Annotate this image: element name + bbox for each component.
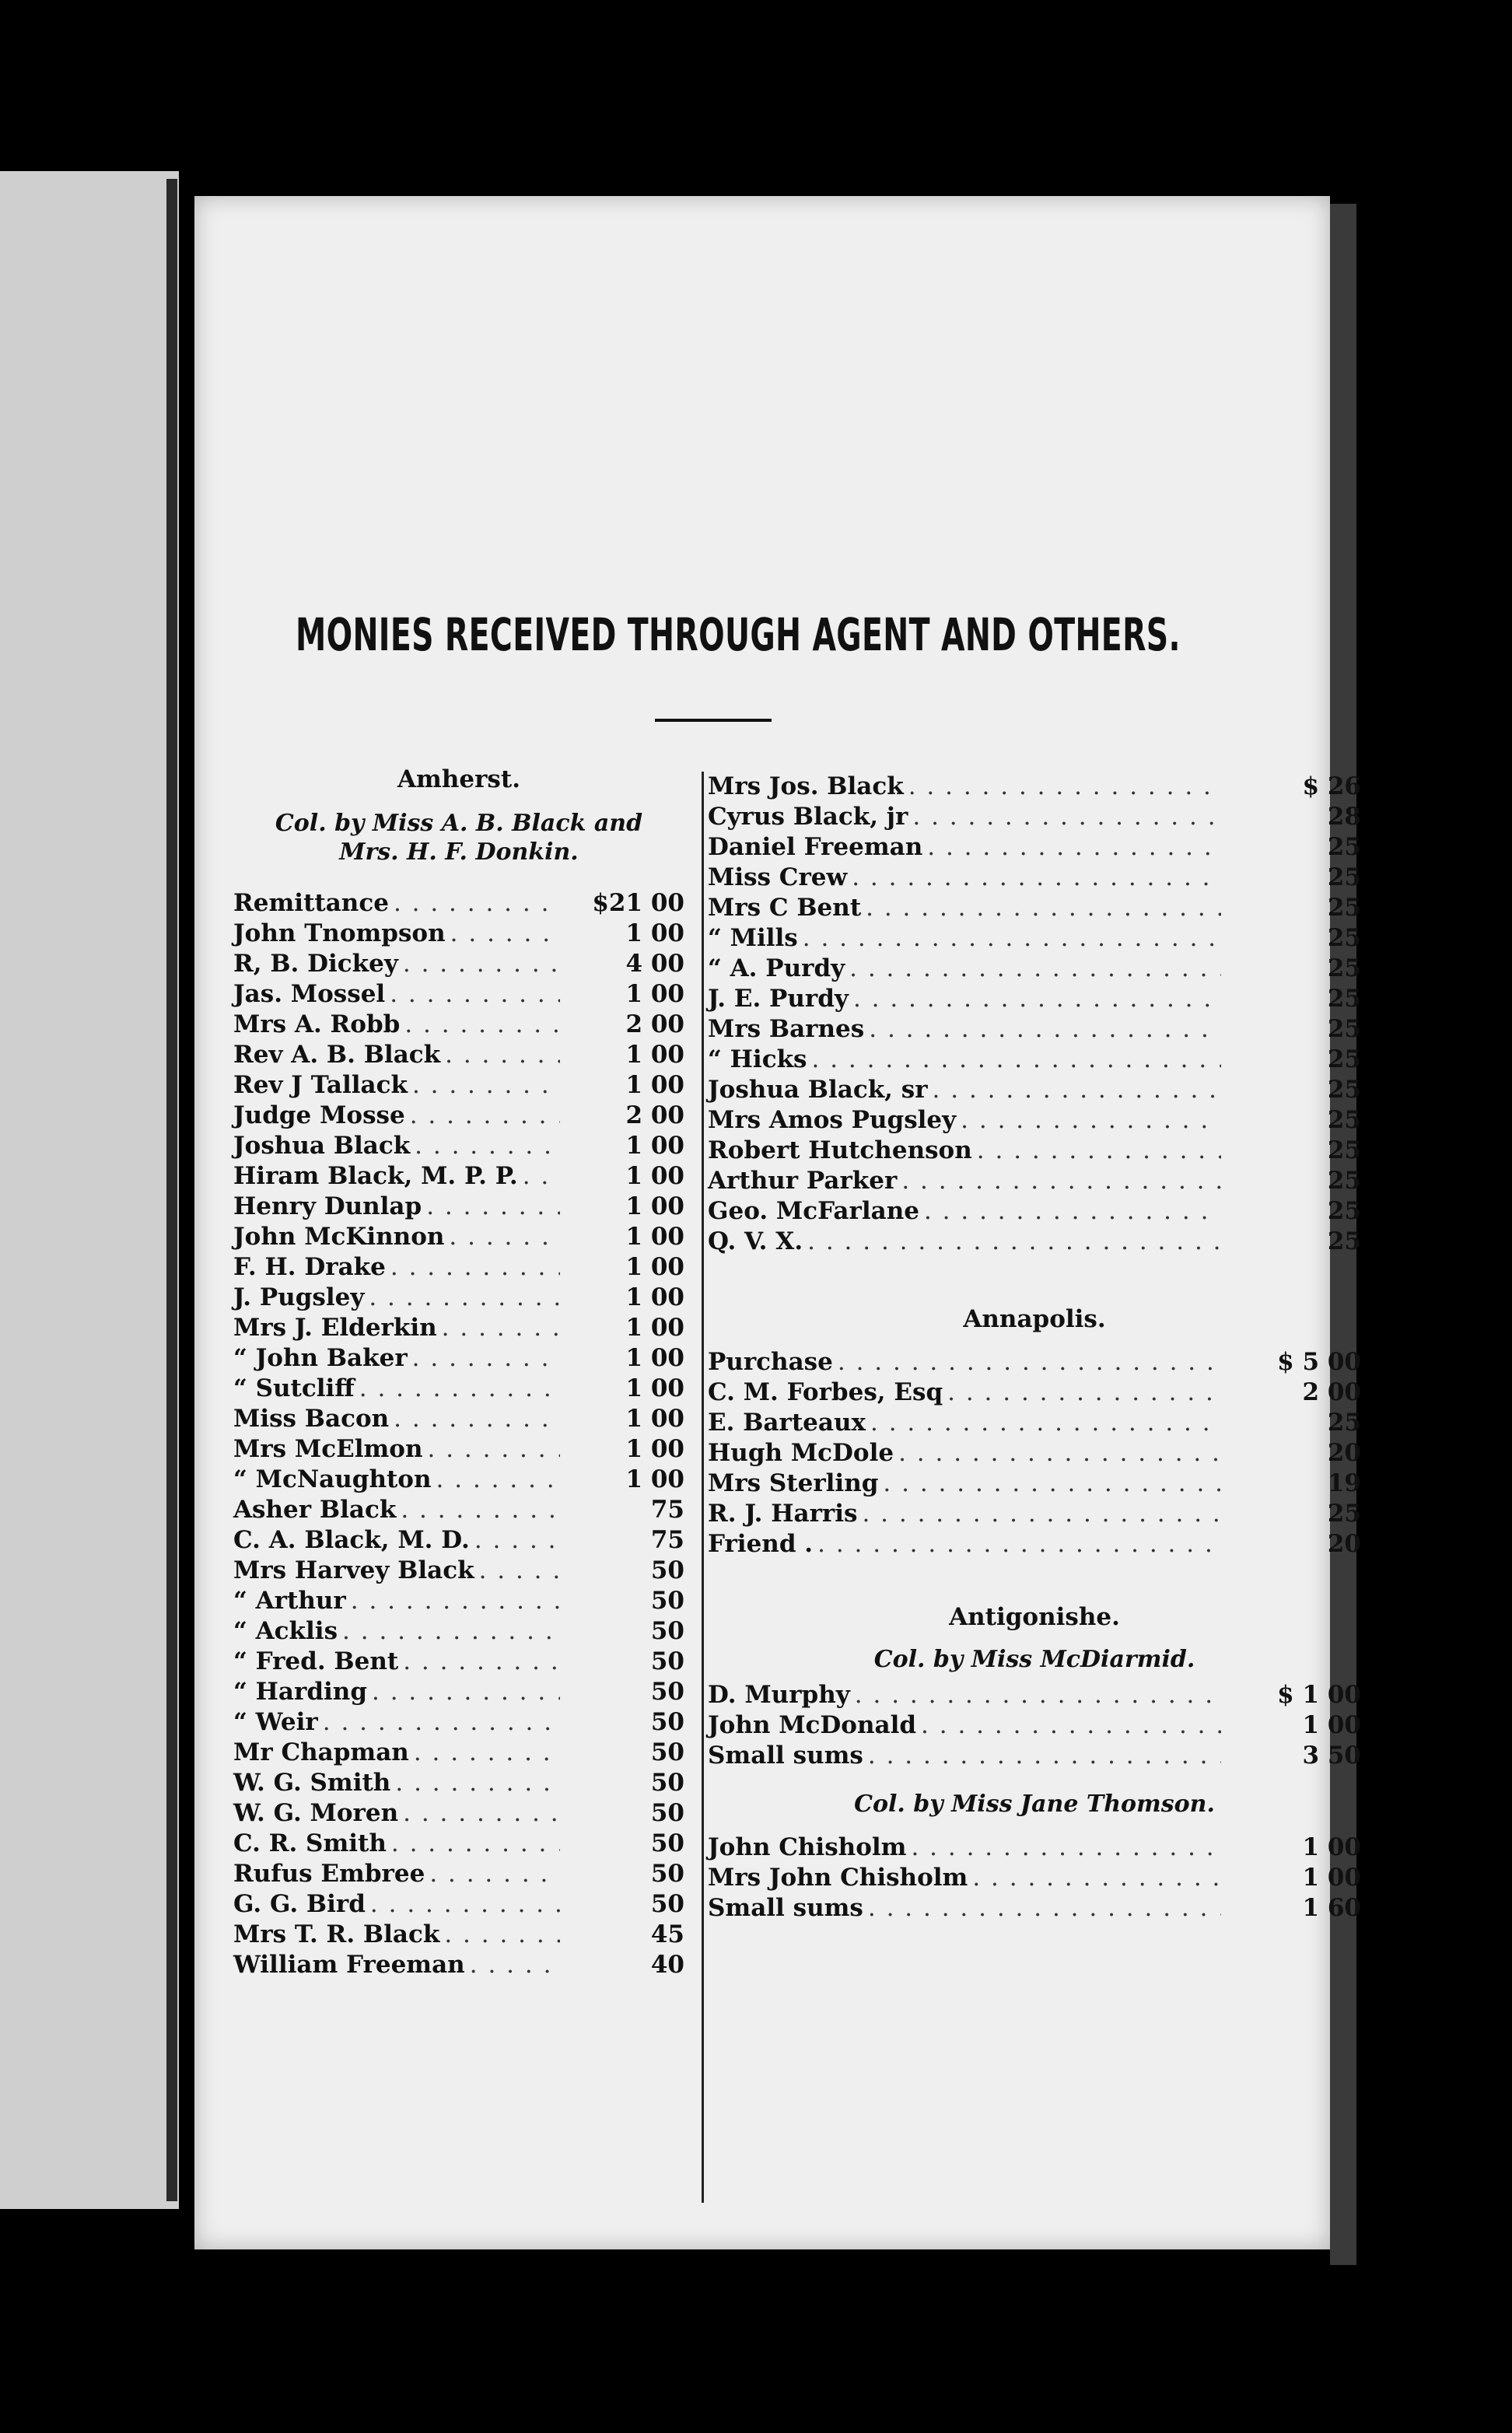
leader-dots bbox=[863, 1893, 1221, 1924]
list-item bbox=[233, 1161, 684, 1192]
leader-dots bbox=[385, 979, 560, 1010]
leader-dots bbox=[408, 1070, 560, 1101]
list-item bbox=[708, 863, 1361, 893]
leader-dots bbox=[446, 919, 560, 949]
donation-amount: 25 bbox=[1327, 1167, 1361, 1195]
donor-name: “ John Baker bbox=[233, 1344, 408, 1372]
collector-line: Mrs. H. F. Donkin. bbox=[339, 838, 579, 866]
donor-name: Mrs Barnes bbox=[708, 1015, 865, 1043]
donor-name: Mrs McElmon bbox=[233, 1435, 423, 1463]
list-item bbox=[233, 919, 684, 949]
leader-dots bbox=[904, 772, 1221, 802]
list-item bbox=[708, 802, 1361, 832]
leader-dots bbox=[425, 1859, 560, 1889]
collector-line: Col. by Miss Jane Thomson. bbox=[854, 1791, 1215, 1818]
donor-name: Arthur Parker bbox=[708, 1167, 898, 1195]
donation-amount: 50 bbox=[650, 1799, 684, 1827]
donation-amount: 50 bbox=[650, 1829, 684, 1857]
leader-dots bbox=[398, 949, 560, 979]
right-column bbox=[708, 772, 1361, 1924]
donor-name: Joshua Black, sr bbox=[708, 1076, 928, 1104]
leader-dots bbox=[389, 1404, 560, 1434]
leader-dots bbox=[922, 832, 1221, 863]
donor-name: John Chisholm bbox=[708, 1833, 907, 1861]
donation-amount: 50 bbox=[650, 1617, 684, 1645]
leader-dots bbox=[897, 1166, 1221, 1196]
donation-amount: 1 00 bbox=[1302, 1833, 1361, 1861]
donation-amount: 1 00 bbox=[625, 1041, 684, 1069]
leader-dots bbox=[972, 1136, 1221, 1166]
donor-name: “ A. Purdy bbox=[708, 954, 845, 982]
list-item bbox=[233, 1525, 684, 1556]
leader-dots bbox=[338, 1616, 560, 1647]
collector-line: Col. by Miss McDiarmid. bbox=[873, 1646, 1195, 1673]
donation-amount: 1 00 bbox=[625, 1344, 684, 1372]
donor-name: E. Barteaux bbox=[708, 1409, 866, 1437]
donation-amount: 1 00 bbox=[625, 1253, 684, 1281]
list-item bbox=[233, 979, 684, 1010]
list-item bbox=[708, 1196, 1361, 1227]
donor-name: Friend . bbox=[708, 1530, 814, 1558]
leader-dots bbox=[440, 1040, 560, 1070]
list-item bbox=[708, 1136, 1361, 1166]
leader-dots bbox=[474, 1556, 560, 1586]
donation-amount: 25 bbox=[1327, 1500, 1361, 1528]
donor-name: Mrs Sterling bbox=[708, 1469, 879, 1497]
donation-amount: 2 00 bbox=[625, 1010, 684, 1038]
list-item bbox=[233, 1920, 684, 1950]
leader-dots bbox=[847, 863, 1221, 893]
list-item bbox=[708, 1863, 1361, 1893]
donation-amount: 50 bbox=[650, 1738, 684, 1766]
list-item bbox=[708, 1227, 1361, 1257]
donor-name: Mrs John Chisholm bbox=[708, 1864, 968, 1892]
donor-name: “ Mills bbox=[708, 924, 798, 952]
donor-name: Mrs A. Robb bbox=[233, 1010, 401, 1038]
list-item bbox=[708, 1075, 1361, 1105]
donation-amount: 25 bbox=[1327, 863, 1361, 891]
donation-amount: 25 bbox=[1327, 833, 1361, 861]
leader-dots bbox=[366, 1889, 560, 1920]
antigonishe-list-1 bbox=[708, 1680, 1361, 1771]
list-item bbox=[233, 1374, 684, 1404]
leader-dots bbox=[857, 1499, 1221, 1529]
leader-dots bbox=[465, 1950, 560, 1980]
donation-amount: 1 60 bbox=[1302, 1894, 1361, 1922]
donor-name: Q. V. X. bbox=[708, 1227, 803, 1255]
donation-amount: 25 bbox=[1327, 1076, 1361, 1104]
donation-amount: 45 bbox=[650, 1920, 684, 1948]
leader-dots bbox=[845, 954, 1221, 984]
donor-name: “ Arthur bbox=[233, 1587, 346, 1615]
donation-amount: 25 bbox=[1327, 1136, 1361, 1164]
donation-amount: 1 00 bbox=[1302, 1864, 1361, 1892]
donation-amount: 2 00 bbox=[1302, 1378, 1361, 1406]
donation-amount: 20 bbox=[1327, 1530, 1361, 1558]
leader-dots bbox=[919, 1196, 1221, 1227]
donor-name: Robert Hutchenson bbox=[708, 1136, 972, 1164]
leader-dots bbox=[470, 1525, 560, 1556]
list-item bbox=[708, 1045, 1361, 1075]
list-item bbox=[708, 1741, 1361, 1771]
donation-amount: 25 bbox=[1327, 954, 1361, 982]
donor-name: R. J. Harris bbox=[708, 1500, 858, 1528]
donation-amount: 25 bbox=[1327, 1227, 1361, 1255]
list-item bbox=[708, 1408, 1361, 1438]
donation-amount: 1 00 bbox=[625, 1465, 684, 1493]
leader-dots bbox=[906, 1833, 1221, 1863]
donor-name: Remittance bbox=[233, 889, 389, 917]
list-item bbox=[233, 1465, 684, 1495]
donor-name: C. R. Smith bbox=[233, 1829, 387, 1857]
donation-amount: 1 00 bbox=[625, 1435, 684, 1463]
donor-name: John Tnompson bbox=[233, 919, 446, 947]
list-item bbox=[233, 1222, 684, 1252]
donation-amount: 25 bbox=[1327, 1106, 1361, 1134]
list-item bbox=[233, 1192, 684, 1222]
donor-name: Hugh McDole bbox=[708, 1439, 894, 1467]
column-divider bbox=[702, 772, 704, 2203]
list-item bbox=[708, 1105, 1361, 1136]
list-item bbox=[233, 1283, 684, 1313]
leader-dots bbox=[866, 1408, 1221, 1438]
list-item bbox=[708, 832, 1361, 863]
donation-amount: 50 bbox=[650, 1860, 684, 1888]
donor-name: Small sums bbox=[708, 1742, 863, 1770]
section-title-annapolis: Annapolis. bbox=[963, 1305, 1106, 1333]
donor-name: D. Murphy bbox=[708, 1681, 850, 1709]
leader-dots bbox=[346, 1586, 560, 1616]
donor-name: G. G. Bird bbox=[233, 1890, 366, 1918]
donor-name: Mrs Jos. Black bbox=[708, 772, 904, 800]
list-item bbox=[233, 1252, 684, 1283]
list-item bbox=[233, 1040, 684, 1070]
leader-dots bbox=[864, 1014, 1221, 1045]
list-item bbox=[233, 1343, 684, 1374]
list-item bbox=[708, 984, 1361, 1014]
donor-name: C. A. Black, M. D. bbox=[233, 1526, 470, 1554]
donor-name: “ Hicks bbox=[708, 1045, 807, 1073]
leader-dots bbox=[968, 1863, 1221, 1893]
donation-amount: 25 bbox=[1327, 894, 1361, 922]
donation-amount: 1 00 bbox=[625, 1192, 684, 1220]
donor-name: J. Pugsley bbox=[233, 1283, 365, 1311]
donor-name: Joshua Black bbox=[233, 1132, 411, 1160]
donation-amount: 50 bbox=[650, 1587, 684, 1615]
donation-amount: 25 bbox=[1327, 1015, 1361, 1043]
donation-amount: 4 00 bbox=[625, 950, 684, 978]
list-item bbox=[708, 772, 1361, 802]
leader-dots bbox=[386, 1252, 560, 1283]
donor-name: Daniel Freeman bbox=[708, 833, 923, 861]
list-item bbox=[708, 1378, 1361, 1408]
donation-amount: 3 50 bbox=[1302, 1742, 1361, 1770]
leader-dots bbox=[439, 1920, 560, 1950]
donor-name: John McKinnon bbox=[233, 1223, 445, 1251]
list-item bbox=[233, 1889, 684, 1920]
list-item bbox=[233, 1829, 684, 1859]
leader-dots bbox=[833, 1347, 1221, 1378]
list-item bbox=[708, 1469, 1361, 1499]
leader-dots bbox=[405, 1101, 560, 1131]
list-item bbox=[233, 1313, 684, 1343]
donation-amount: 1 00 bbox=[625, 1132, 684, 1160]
donor-name: Mr Chapman bbox=[233, 1738, 409, 1766]
donor-name: Henry Dunlap bbox=[233, 1192, 422, 1220]
leader-dots bbox=[850, 1680, 1221, 1710]
donor-name: Cyrus Black, jr bbox=[708, 803, 908, 831]
leader-dots bbox=[956, 1105, 1221, 1136]
donation-amount: $21 00 bbox=[592, 889, 684, 917]
donor-name: Mrs T. R. Black bbox=[233, 1920, 440, 1948]
donation-amount: 50 bbox=[650, 1678, 684, 1706]
leader-dots bbox=[398, 1798, 560, 1829]
leader-dots bbox=[410, 1131, 560, 1161]
leader-dots bbox=[396, 1495, 560, 1525]
donation-amount: 1 00 bbox=[625, 1374, 684, 1402]
list-item bbox=[708, 1893, 1361, 1924]
leader-dots bbox=[364, 1283, 560, 1313]
donation-amount: 40 bbox=[650, 1951, 684, 1979]
leader-dots bbox=[400, 1010, 560, 1040]
donor-name: “ Weir bbox=[233, 1708, 318, 1736]
list-item bbox=[708, 1438, 1361, 1469]
donation-amount: 50 bbox=[650, 1708, 684, 1736]
donation-amount: 25 bbox=[1327, 1197, 1361, 1225]
leader-dots bbox=[849, 984, 1221, 1014]
donor-name: Judge Mosse bbox=[233, 1101, 405, 1129]
leader-dots bbox=[444, 1222, 560, 1252]
leader-dots bbox=[894, 1438, 1221, 1469]
leader-dots bbox=[878, 1469, 1221, 1499]
leader-dots bbox=[409, 1738, 560, 1768]
list-item bbox=[233, 1677, 684, 1707]
left-column bbox=[233, 756, 684, 1980]
donor-name: Mrs Harvey Black bbox=[233, 1556, 474, 1584]
donor-name: “ Fred. Bent bbox=[233, 1647, 399, 1675]
list-item bbox=[233, 1434, 684, 1465]
list-item bbox=[708, 893, 1361, 923]
donor-name: W. G. Moren bbox=[233, 1799, 399, 1827]
donation-amount: $ 1 00 bbox=[1277, 1681, 1361, 1709]
list-item bbox=[233, 1404, 684, 1434]
donation-amount: 50 bbox=[650, 1769, 684, 1797]
antigonishe-list-2 bbox=[708, 1833, 1361, 1924]
donation-amount: 75 bbox=[650, 1526, 684, 1554]
donor-name: Miss Bacon bbox=[233, 1405, 390, 1433]
leader-dots bbox=[798, 923, 1221, 954]
leader-dots bbox=[408, 1343, 560, 1374]
donor-name: R, B. Dickey bbox=[233, 950, 398, 978]
donation-amount: 25 bbox=[1327, 1045, 1361, 1073]
list-item bbox=[708, 1833, 1361, 1863]
leader-dots bbox=[398, 1647, 560, 1677]
donation-amount: 28 bbox=[1327, 803, 1361, 831]
leader-dots bbox=[908, 802, 1221, 832]
list-item bbox=[708, 1166, 1361, 1196]
donor-name: William Freeman bbox=[233, 1951, 465, 1979]
donor-name: Purchase bbox=[708, 1348, 833, 1376]
list-item bbox=[233, 1950, 684, 1980]
donation-amount: 50 bbox=[650, 1647, 684, 1675]
list-item bbox=[708, 923, 1361, 954]
leader-dots bbox=[387, 1829, 560, 1859]
adjacent-page-edge bbox=[0, 171, 179, 2209]
list-item bbox=[708, 954, 1361, 984]
donor-name: Mrs C Bent bbox=[708, 894, 862, 922]
donor-name: Rev J Tallack bbox=[233, 1071, 408, 1099]
donation-amount: 2 00 bbox=[625, 1101, 684, 1129]
donation-amount: $ 5 00 bbox=[1277, 1348, 1361, 1376]
donation-amount: $ 26 bbox=[1302, 772, 1361, 800]
leader-dots bbox=[355, 1374, 560, 1404]
leader-dots bbox=[943, 1378, 1221, 1408]
list-item bbox=[708, 1680, 1361, 1710]
donation-amount: 1 00 bbox=[625, 1071, 684, 1099]
donor-name: C. M. Forbes, Esq bbox=[708, 1378, 943, 1406]
list-item bbox=[233, 1859, 684, 1889]
list-item bbox=[233, 1647, 684, 1677]
donation-amount: 25 bbox=[1327, 985, 1361, 1013]
donation-amount: 1 00 bbox=[625, 1405, 684, 1433]
leader-dots bbox=[437, 1313, 560, 1343]
donor-name: Mrs Amos Pugsley bbox=[708, 1106, 957, 1134]
title-rule bbox=[655, 719, 772, 722]
list-item bbox=[233, 949, 684, 979]
leader-dots bbox=[518, 1161, 560, 1192]
donor-name: J. E. Purdy bbox=[708, 985, 849, 1013]
annapolis-list bbox=[708, 1347, 1361, 1560]
leader-dots bbox=[318, 1707, 560, 1738]
leader-dots bbox=[423, 1434, 560, 1465]
donor-name: “ Acklis bbox=[233, 1617, 338, 1645]
donation-amount: 20 bbox=[1327, 1439, 1361, 1467]
donor-name: “ Sutcliff bbox=[233, 1374, 355, 1402]
amherst-list bbox=[233, 888, 684, 1980]
donation-amount: 1 00 bbox=[625, 1223, 684, 1251]
leader-dots bbox=[861, 893, 1221, 923]
list-item bbox=[233, 1586, 684, 1616]
leader-dots bbox=[389, 888, 560, 919]
donation-amount: 75 bbox=[650, 1496, 684, 1524]
leader-dots bbox=[928, 1075, 1221, 1105]
donor-name: Hiram Black, M. P. P. bbox=[233, 1162, 518, 1190]
donor-name: F. H. Drake bbox=[233, 1253, 386, 1281]
leader-dots bbox=[916, 1710, 1221, 1741]
list-item bbox=[233, 1070, 684, 1101]
leader-dots bbox=[367, 1677, 560, 1707]
donation-amount: 25 bbox=[1327, 1409, 1361, 1437]
list-item bbox=[233, 888, 684, 919]
donation-amount: 1 00 bbox=[1302, 1711, 1361, 1739]
donor-name: W. G. Smith bbox=[233, 1769, 391, 1797]
list-item bbox=[233, 1738, 684, 1768]
list-item bbox=[233, 1798, 684, 1829]
donor-name: Geo. McFarlane bbox=[708, 1197, 919, 1225]
donation-amount: 50 bbox=[650, 1890, 684, 1918]
page-title: MONIES RECEIVED THROUGH AGENT AND OTHERS. bbox=[296, 608, 1181, 661]
page-gutter bbox=[166, 179, 177, 2201]
leader-dots bbox=[863, 1741, 1221, 1771]
book-page bbox=[194, 196, 1361, 2249]
leader-dots bbox=[422, 1192, 560, 1222]
donor-name: Small sums bbox=[708, 1894, 863, 1922]
list-item bbox=[233, 1131, 684, 1161]
list-item bbox=[708, 1347, 1361, 1378]
donor-name: Asher Black bbox=[233, 1496, 397, 1524]
donation-amount: 1 00 bbox=[625, 1283, 684, 1311]
list-item bbox=[233, 1010, 684, 1040]
list-item bbox=[708, 1499, 1361, 1529]
donation-amount: 25 bbox=[1327, 924, 1361, 952]
donation-amount: 1 00 bbox=[625, 1314, 684, 1342]
collector-line: Col. by Miss A. B. Black and bbox=[275, 810, 643, 837]
donor-name: “ Harding bbox=[233, 1678, 367, 1706]
donor-name: Rufus Embree bbox=[233, 1860, 425, 1888]
amherst-continued-list bbox=[708, 772, 1361, 1257]
list-item bbox=[233, 1556, 684, 1586]
donation-amount: 1 00 bbox=[625, 919, 684, 947]
list-item bbox=[233, 1707, 684, 1738]
donor-name: “ McNaughton bbox=[233, 1465, 432, 1493]
list-item bbox=[708, 1529, 1361, 1560]
donor-name: John McDonald bbox=[708, 1711, 917, 1739]
donor-name: Mrs J. Elderkin bbox=[233, 1314, 437, 1342]
donation-amount: 19 bbox=[1327, 1469, 1361, 1497]
leader-dots bbox=[813, 1529, 1221, 1560]
donation-amount: 1 00 bbox=[625, 980, 684, 1008]
donor-name: Rev A. B. Black bbox=[233, 1041, 441, 1069]
section-title-amherst: Amherst. bbox=[397, 765, 520, 793]
section-title-antigonishe: Antigonishe. bbox=[949, 1603, 1120, 1631]
leader-dots bbox=[432, 1465, 560, 1495]
leader-dots bbox=[803, 1227, 1221, 1257]
donation-amount: 50 bbox=[650, 1556, 684, 1584]
donor-name: Miss Crew bbox=[708, 863, 848, 891]
list-item bbox=[708, 1710, 1361, 1741]
list-item bbox=[233, 1768, 684, 1798]
list-item bbox=[233, 1101, 684, 1131]
list-item bbox=[233, 1616, 684, 1647]
list-item bbox=[233, 1495, 684, 1525]
list-item bbox=[708, 1014, 1361, 1045]
leader-dots bbox=[390, 1768, 560, 1798]
donation-amount: 1 00 bbox=[625, 1162, 684, 1190]
donor-name: Jas. Mossel bbox=[233, 980, 386, 1008]
leader-dots bbox=[807, 1045, 1222, 1075]
